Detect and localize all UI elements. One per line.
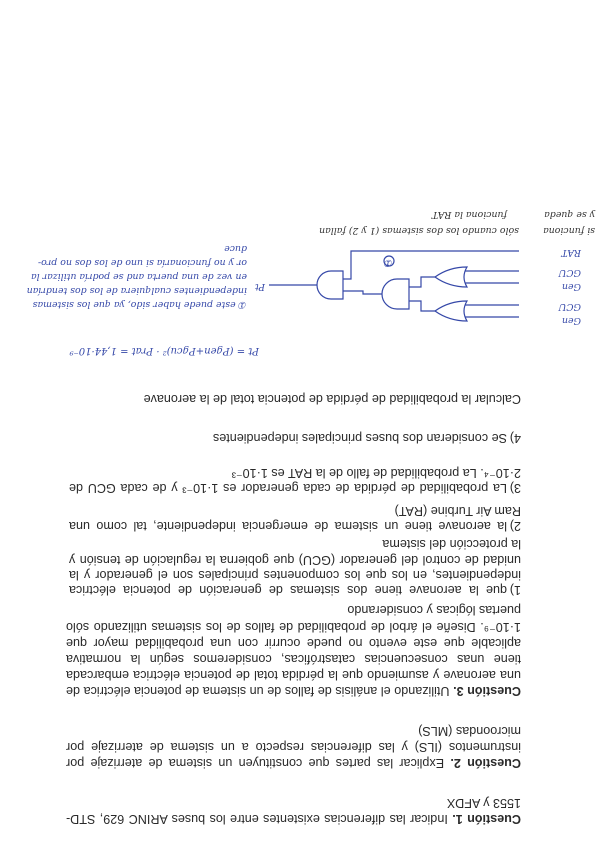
label-note-marker: ①	[384, 257, 393, 268]
handwritten-side-note: si funciona	[543, 225, 595, 236]
label-output: Pt	[254, 281, 265, 292]
handwritten-formula: Pt = (Pgen+Pgcu)² · Prat = 1,44·10⁻⁹	[69, 345, 259, 356]
label-gcu-2: GCU	[558, 267, 581, 278]
question-3-text: Utilizando el análisis de fallos de un sistema de potencia eléctrica de una aeronave y asumiendo que la pérdida total de potencia eléctrica embarcada tiene unas consecuencias catastróficas, consideremos según la normativa aplicable que este evento no puede ocurrir con una probabilidad mayor que 1·10⁻⁹. Diseñe el árbol de probabilidad de fallos de los sistemas utilizando sólo puertas lógicas y considerando	[66, 603, 521, 699]
label-gcu-1: GCU	[558, 301, 581, 312]
handwritten-note-line: ① este puede haber sido, ya que los sistemas	[32, 299, 247, 310]
and-gate-1	[382, 279, 409, 309]
label-rat: RAT	[561, 247, 581, 258]
handwritten-side-note: y se queda	[544, 209, 595, 220]
question-2-text: Explicar las partes que constituyen un sistema de aterrizaje por instrumentos (ILS) y las diferencias respecto a un sistema de aterrizaje por microondas (MLS)	[65, 724, 521, 771]
handwritten-note-line: en vez de una puerta and se podría utilizar la	[31, 271, 247, 282]
handwritten-note-line: or y no funcionaría si uno de los dos no pro-	[37, 257, 247, 268]
and-gate-2	[317, 271, 343, 299]
question-2-label: Cuestión 2.	[450, 756, 521, 771]
question-2	[66, 723, 521, 772]
logic-gate-diagram	[239, 233, 539, 343]
label-gen-1: Gen	[561, 315, 581, 326]
question-3-label: Cuestión 3.	[453, 684, 521, 699]
or-gate-2	[435, 267, 467, 287]
handwritten-note-line: duce	[224, 243, 247, 254]
or-gate-1	[435, 301, 467, 321]
label-gen-2: Gen	[561, 281, 581, 292]
handwritten-note-line: independientes cualquiera de los dos tendrían	[26, 285, 247, 296]
question-1	[66, 795, 521, 827]
handwritten-side-note: funciona la RAT	[431, 209, 507, 220]
question-3	[66, 602, 521, 699]
question-1-text: Indicar las diferencias existentes entre los buses ARINC 629, STD-1553 y AFDX	[65, 796, 521, 827]
list-item: 1)que la aeronave tiene dos sistemas de generación de potencia eléctrica independientes, en los que los componentes principales son el generador y la unidad de control del generador (GCU) que gobierna la regulación de tensión y la protección del sistema	[69, 537, 521, 598]
handwritten-side-note: sólo cuando los dos sistemas (1 y 2) fallan	[319, 225, 519, 236]
question-1-label: Cuestión 1.	[452, 812, 521, 827]
list-item: 2)la aeronave tiene un sistema de emergencia independiente, tal como una Ram Air Turbine (RAT)	[69, 504, 521, 534]
list-item: 3)La probabilidad de pérdida de cada generador es 1·10⁻³ y de cada GCU de 2·10⁻⁴. La probabilidad de fallo de la RAT es 1·10⁻³	[69, 466, 521, 496]
instruction-text: Calcular la probabilidad de pérdida de potencia total de la aeronave	[143, 392, 521, 407]
list-item: 4)Se consideran dos buses principales independientes	[212, 431, 521, 446]
